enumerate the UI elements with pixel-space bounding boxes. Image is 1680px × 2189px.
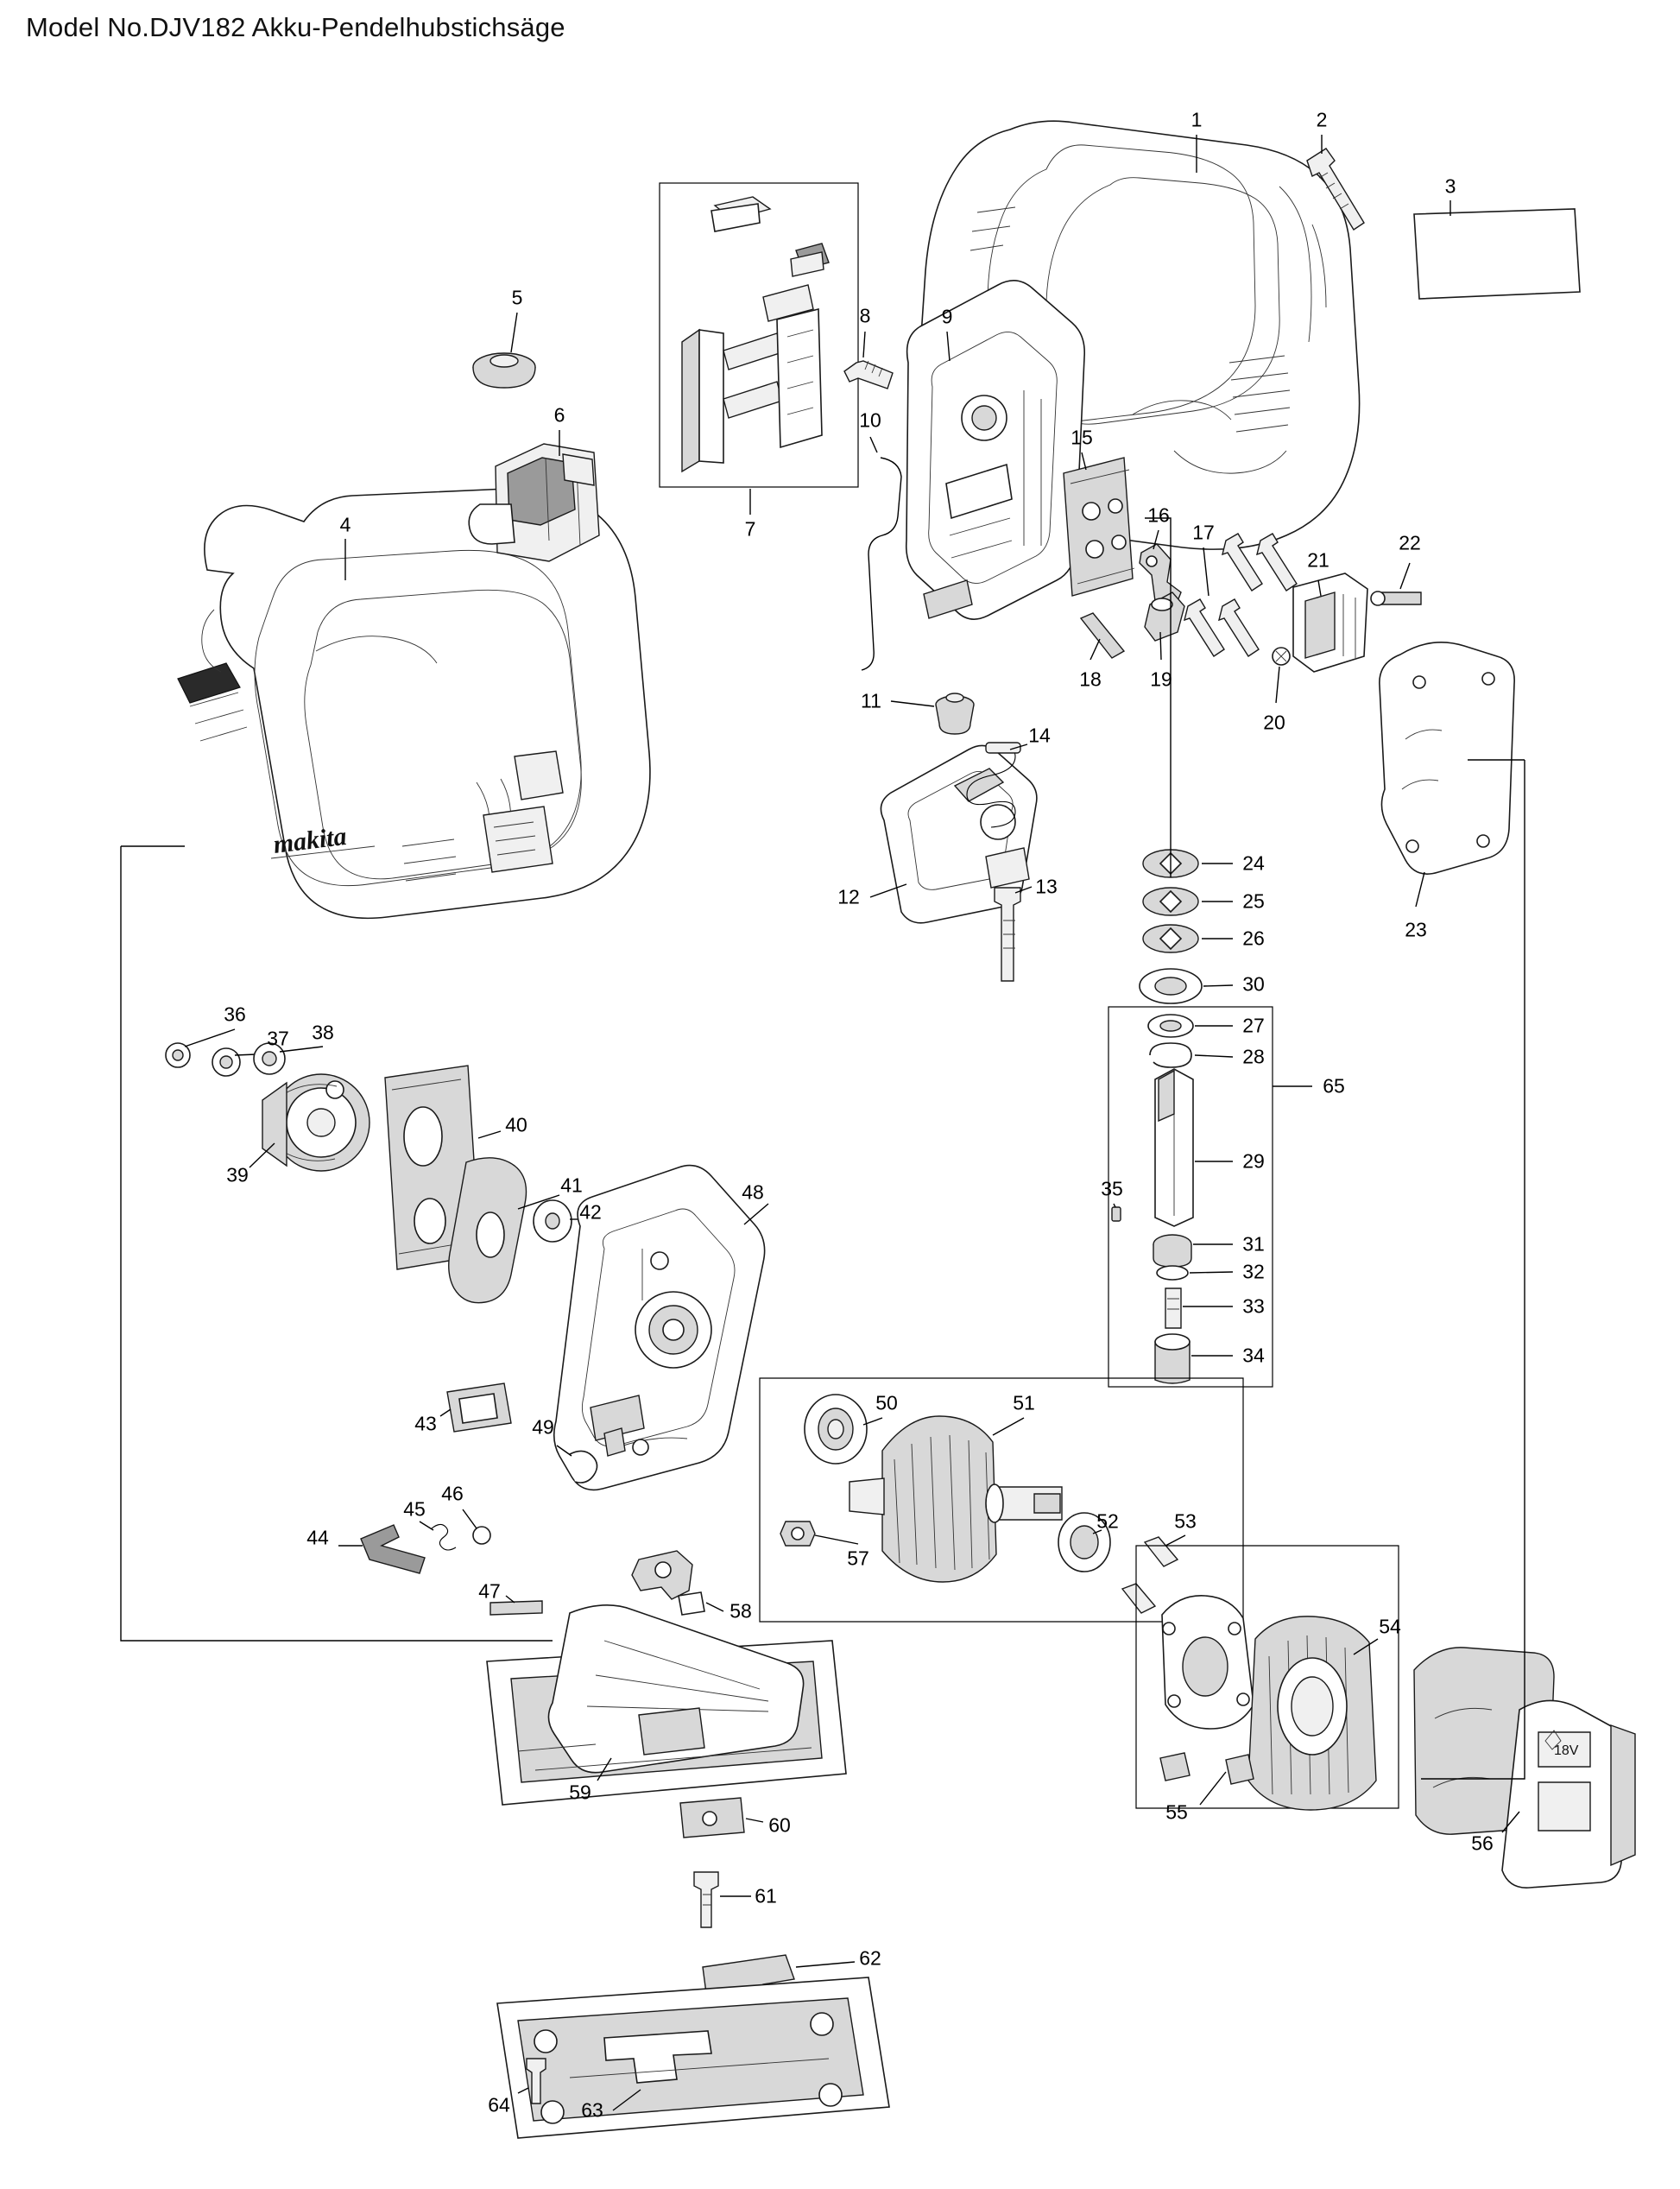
callout-38: 38 — [312, 1021, 334, 1044]
part-43-plate — [447, 1383, 511, 1432]
part-39-gear — [262, 1074, 369, 1171]
part-32-washer — [1157, 1266, 1188, 1280]
callout-21: 21 — [1307, 548, 1329, 572]
svg-text:18V: 18V — [1554, 1743, 1579, 1758]
callout-23: 23 — [1405, 918, 1427, 941]
part-9-gear-housing — [906, 281, 1084, 619]
part-59-base-plate — [487, 1605, 846, 1805]
callout-22: 22 — [1399, 531, 1421, 554]
callout-7: 7 — [744, 517, 756, 541]
part-18-pin — [1081, 613, 1124, 658]
callout-27: 27 — [1242, 1014, 1265, 1037]
callout-8: 8 — [859, 304, 871, 327]
callout-58: 58 — [729, 1599, 752, 1623]
page-title: Model No.DJV182 Akku-Pendelhubstichsäge — [26, 12, 565, 42]
callout-26: 26 — [1242, 927, 1265, 950]
callout-52: 52 — [1096, 1509, 1119, 1533]
callout-46: 46 — [441, 1482, 464, 1505]
callout-64: 64 — [488, 2093, 510, 2116]
callout-4: 4 — [339, 513, 351, 536]
part-63-shoe — [497, 1977, 889, 2138]
callout-15: 15 — [1071, 426, 1093, 449]
part-36-clip — [166, 1043, 190, 1067]
part-23-gasket — [1380, 642, 1514, 874]
callout-20: 20 — [1263, 711, 1285, 734]
callout-43: 43 — [414, 1412, 437, 1435]
part-34-sleeve — [1155, 1334, 1190, 1383]
part-33-screw — [1165, 1288, 1181, 1328]
callout-40: 40 — [505, 1113, 527, 1136]
callout-35: 35 — [1101, 1177, 1123, 1200]
part-15-plate — [1064, 458, 1134, 596]
part-45-spring — [432, 1524, 456, 1550]
callout-44: 44 — [306, 1526, 329, 1549]
callout-36: 36 — [224, 1003, 246, 1026]
part-27-ring — [1148, 1015, 1193, 1037]
callout-50: 50 — [875, 1391, 898, 1414]
part-44-allen-key — [361, 1525, 425, 1573]
callout-31: 31 — [1242, 1232, 1265, 1256]
callout-34: 34 — [1242, 1344, 1265, 1367]
part-19-roller — [1145, 592, 1184, 641]
part-4-housing-left — [178, 489, 650, 919]
part-3-nameplate — [1414, 209, 1580, 299]
part-50-bearing — [805, 1395, 867, 1464]
part-55-brush — [1226, 1755, 1254, 1784]
part-55-end-cover — [1160, 1596, 1254, 1781]
callout-65: 65 — [1323, 1074, 1345, 1098]
part-21-bracket — [1293, 573, 1367, 672]
callout-3: 3 — [1444, 174, 1456, 198]
callout-5: 5 — [511, 286, 523, 309]
callout-47: 47 — [478, 1579, 501, 1603]
part-37-washer — [212, 1048, 240, 1076]
callout-63: 63 — [581, 2098, 603, 2122]
part-57-nut — [780, 1522, 815, 1546]
part-10-wire-rod — [862, 458, 901, 670]
callout-33: 33 — [1242, 1294, 1265, 1318]
callout-62: 62 — [859, 1946, 881, 1970]
part-46-ball — [473, 1527, 490, 1544]
part-53-screws — [1122, 1537, 1178, 1613]
callout-42: 42 — [579, 1200, 602, 1224]
part-54-stator — [1248, 1616, 1376, 1810]
callout-60: 60 — [768, 1813, 791, 1837]
callout-57: 57 — [847, 1547, 869, 1570]
part-7-group-box — [660, 183, 858, 487]
part-60-plate — [680, 1798, 744, 1838]
callout-2: 2 — [1316, 108, 1328, 131]
part-11-rubber-mount — [936, 693, 974, 734]
callout-19: 19 — [1150, 667, 1172, 691]
part-29-plunger — [1155, 1069, 1193, 1226]
callout-17: 17 — [1192, 521, 1215, 544]
callout-39: 39 — [226, 1163, 249, 1186]
callout-41: 41 — [560, 1174, 583, 1197]
callout-6: 6 — [553, 403, 565, 427]
part-58-lever — [632, 1551, 704, 1615]
callout-1: 1 — [1191, 108, 1203, 131]
part-61-screw — [694, 1872, 718, 1927]
callout-51: 51 — [1013, 1391, 1035, 1414]
callout-56: 56 — [1471, 1832, 1494, 1855]
part-13-bolt — [995, 888, 1020, 981]
callout-61: 61 — [755, 1884, 777, 1907]
callout-37: 37 — [267, 1027, 289, 1050]
part-31-collar — [1153, 1235, 1191, 1267]
part-51-armature — [849, 1416, 1062, 1582]
callout-18: 18 — [1079, 667, 1102, 691]
callout-55: 55 — [1165, 1800, 1188, 1824]
callout-9: 9 — [941, 305, 953, 328]
callout-28: 28 — [1242, 1045, 1265, 1068]
callout-16: 16 — [1147, 503, 1170, 527]
callout-14: 14 — [1028, 724, 1051, 747]
part-35-pin — [1112, 1207, 1121, 1221]
callout-10: 10 — [859, 408, 881, 432]
part-30-bearing — [1140, 969, 1202, 1003]
callout-30: 30 — [1242, 972, 1265, 996]
part-25-washer — [1143, 888, 1198, 915]
part-26-washer — [1143, 925, 1198, 952]
callout-49: 49 — [532, 1415, 554, 1439]
callout-45: 45 — [403, 1497, 426, 1521]
callout-24: 24 — [1242, 851, 1265, 875]
part-20-screw — [1273, 648, 1290, 665]
part-17-screws — [1184, 534, 1297, 656]
callout-59: 59 — [569, 1781, 591, 1804]
part-5-cap — [473, 353, 535, 388]
callout-11: 11 — [861, 689, 881, 712]
callout-13: 13 — [1035, 875, 1058, 898]
part-22-pin — [1371, 592, 1421, 605]
callout-12: 12 — [837, 885, 860, 908]
callout-48: 48 — [742, 1180, 764, 1204]
callout-29: 29 — [1242, 1149, 1265, 1173]
svg-text:makita: makita — [271, 821, 349, 859]
callout-54: 54 — [1379, 1615, 1401, 1638]
callout-32: 32 — [1242, 1260, 1265, 1283]
part-42-washer — [534, 1200, 572, 1242]
callout-25: 25 — [1242, 889, 1265, 913]
part-28-snap-ring — [1150, 1043, 1191, 1067]
callout-53: 53 — [1174, 1509, 1197, 1533]
part-8-screw — [844, 361, 893, 389]
